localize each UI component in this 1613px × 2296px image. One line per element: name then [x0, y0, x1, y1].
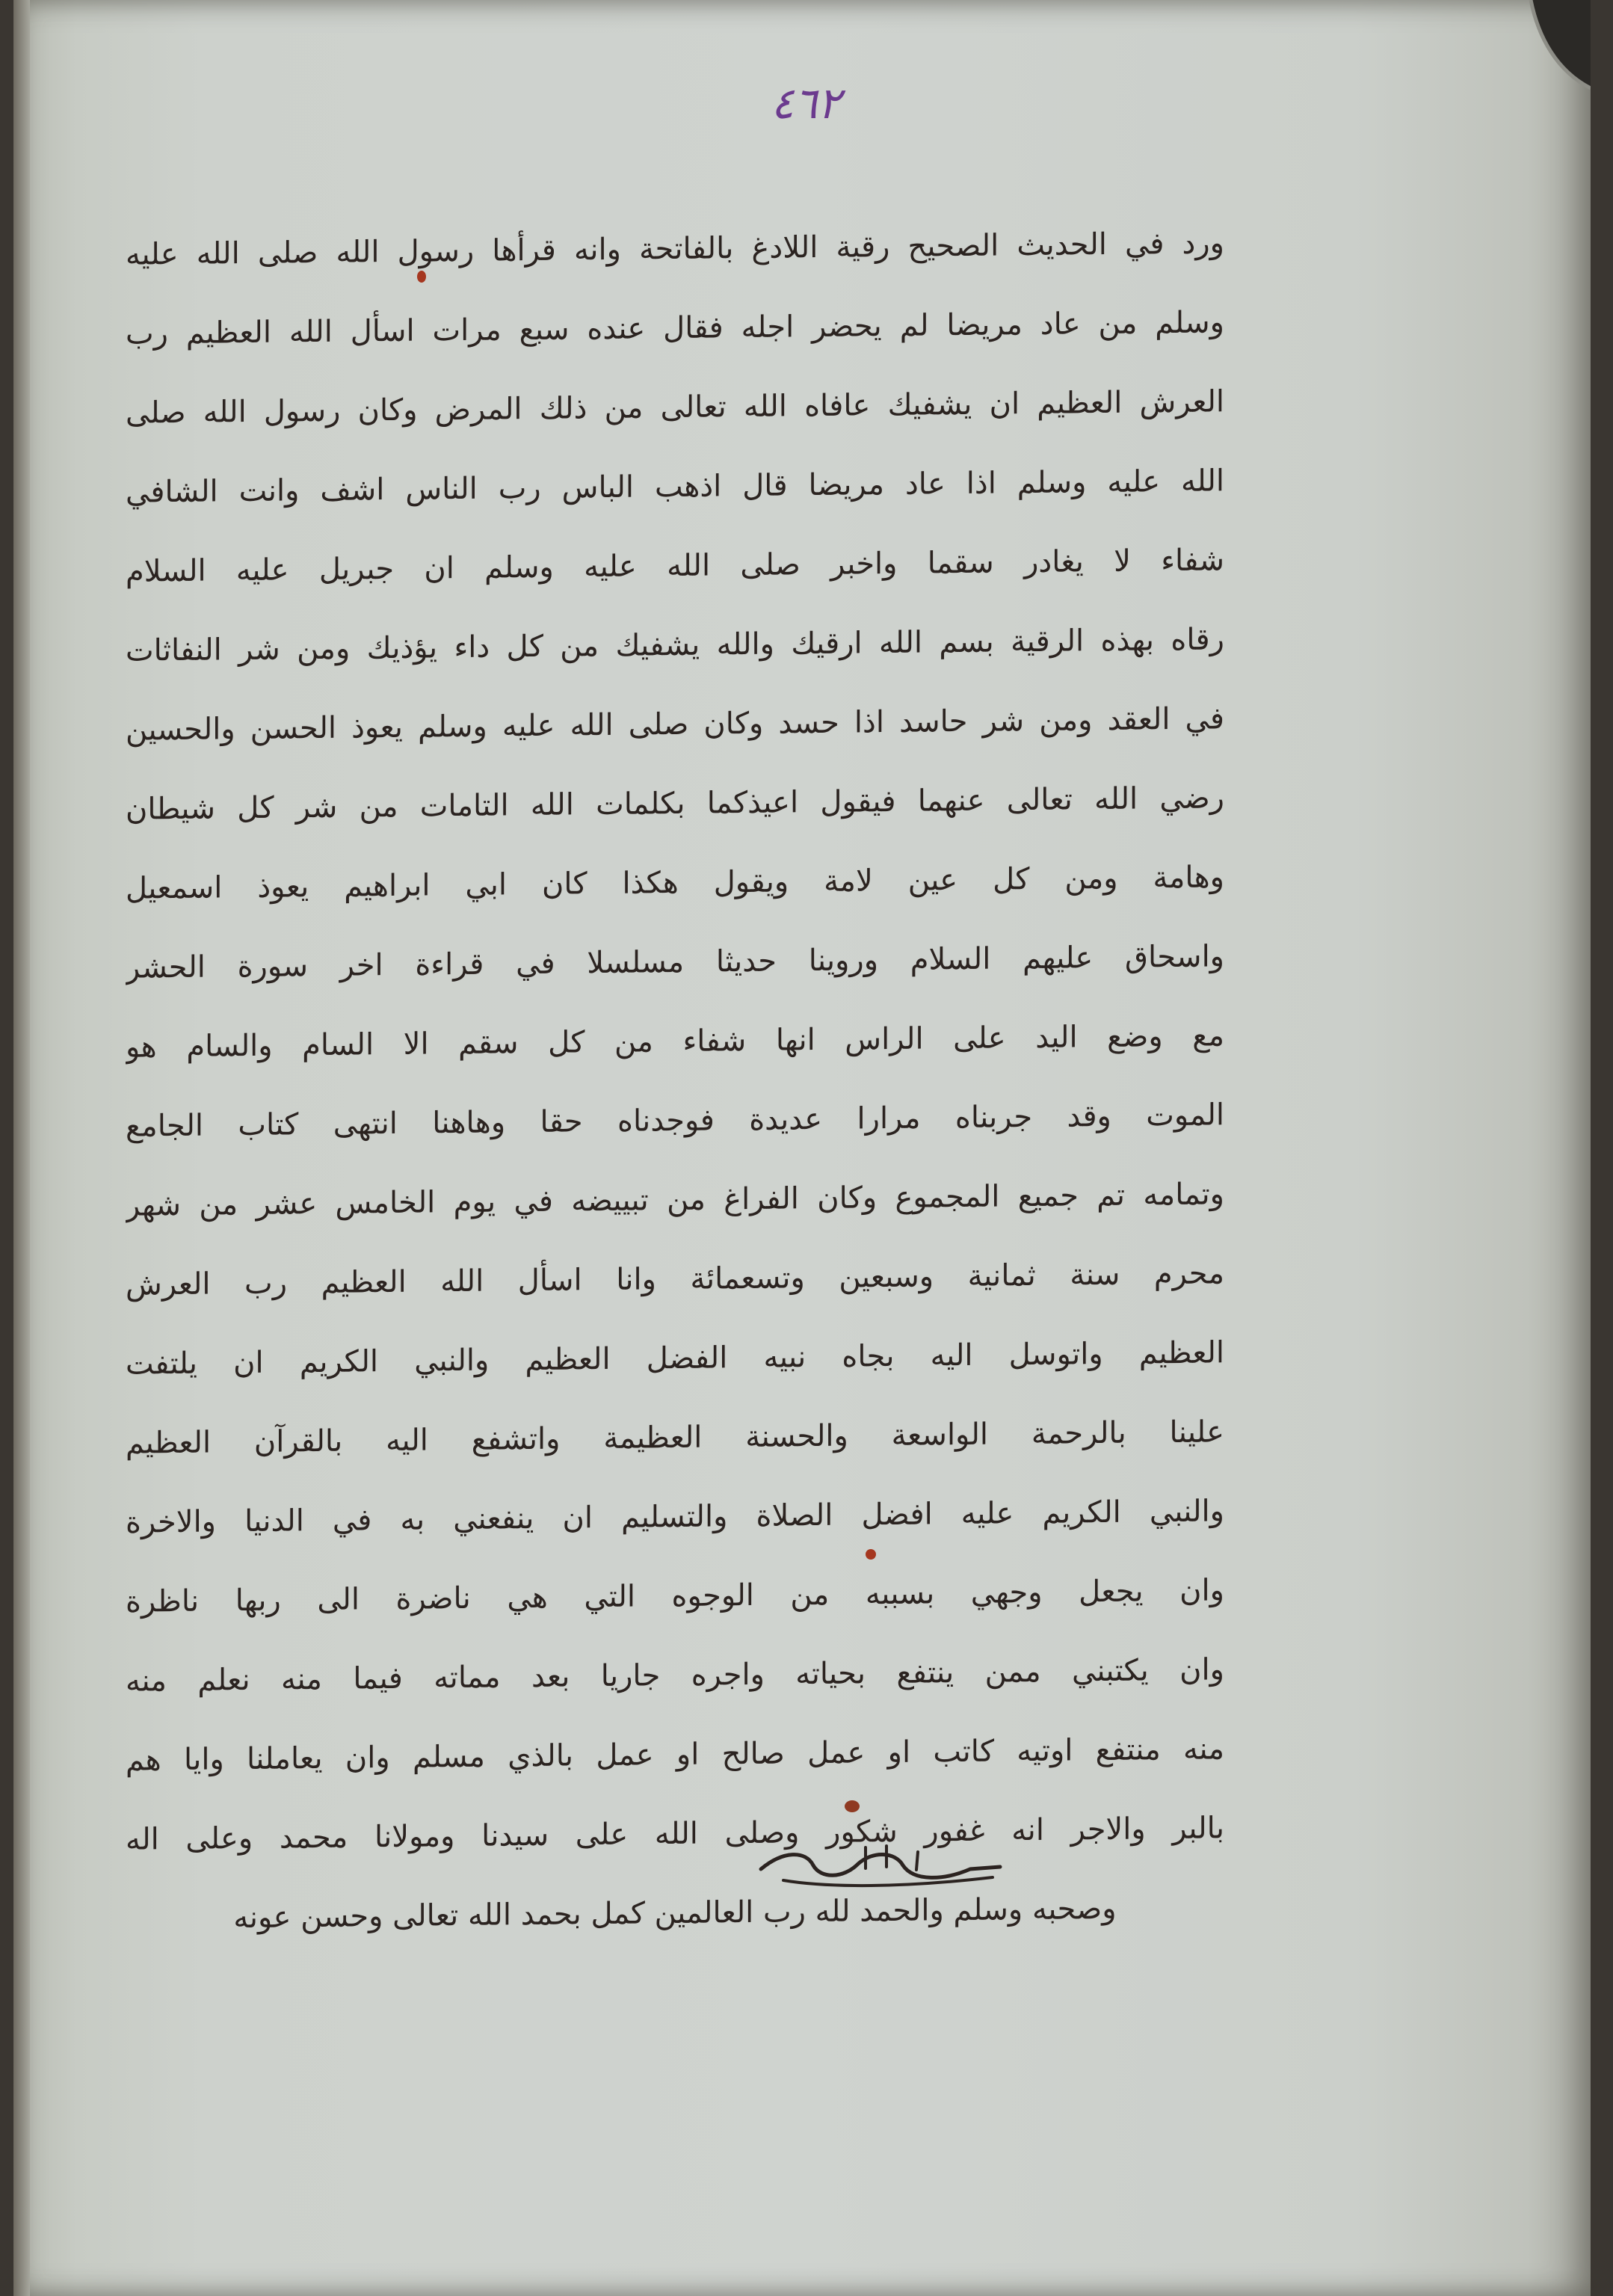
text-line-10: واسحاق عليهم السلام وروينا حديثا مسلسلا في قراءة اخر سورة الحشر: [126, 939, 1224, 985]
text-line-3: العرش العظيم ان يشفيك عافاه الله تعالى من ذلك المرض وكان رسول الله صلى: [126, 384, 1224, 431]
text-line-21: بالبر والاجر انه غفور شكور وصلى الله على سيدنا ومولانا محمد وعلى اله: [126, 1811, 1224, 1857]
text-line-4: الله عليه وسلم اذا عاد مريضا قال اذهب الباس رب الناس اشف وانت الشافي: [126, 464, 1224, 510]
signature-flourish: [753, 1835, 1008, 1895]
text-line-16: علينا بالرحمة الواسعة والحسنة العظيمة واتشفع اليه بالقرآن العظيم: [126, 1415, 1224, 1461]
text-line-12: الموت وقد جربناه مرارا عديدة فوجدناه حقا وهاهنا انتهى كتاب الجامع: [126, 1098, 1224, 1144]
text-line-9: وهامة ومن كل عين لامة ويقول هكذا كان ابي ابراهيم يعوذ اسمعيل: [126, 860, 1224, 906]
text-line-15: العظيم واتوسل اليه بجاه نبيه الفضل العظيم والنبي الكريم ان يلتفت: [126, 1335, 1224, 1382]
text-line-22: وصحبه وسلم والحمد لله رب العالمين كمل بحمد الله تعالى وحسن عونه: [233, 1891, 1117, 1936]
text-line-8: رضي الله تعالى عنهما فيقول اعيذكما بكلمات الله التامات من شر كل شيطان: [126, 781, 1224, 827]
binding-edge: [13, 0, 30, 2296]
text-line-20: منه منتفع اوتيه كاتب او عمل صالح او عمل بالذي مسلم وان يعاملنا وايا هم: [126, 1732, 1224, 1778]
text-line-19: وان يكتبني ممن ينتفع بحياته واجره جاريا بعد مماته فيما منه نعلم منه: [126, 1652, 1224, 1699]
text-line-14: محرم سنة ثمانية وسبعين وتسعمائة وانا اسأل الله العظيم رب العرش: [126, 1256, 1224, 1302]
manuscript-text: [126, 209, 1224, 1953]
torn-corner-shadow: [1516, 0, 1591, 97]
text-line-5: شفاء لا يغادر سقما واخبر صلى الله عليه وسلم ان جبريل عليه السلام: [126, 543, 1224, 589]
text-line-11: مع وضع اليد على الراس انها شفاء من كل سقم الا السام والسام هو: [126, 1018, 1224, 1065]
manuscript-page: [13, 0, 1591, 2296]
text-line-17: والنبي الكريم عليه افضل الصلاة والتسليم ان ينفعني به في الدنيا والاخرة: [126, 1494, 1224, 1540]
folio-number: ٤٦٢: [771, 78, 841, 129]
text-line-6: رقاه بهذه الرقية بسم الله ارقيك والله يشفيك من كل داء يؤذيك ومن شر النفاثات: [126, 622, 1224, 668]
text-line-13: وتمامه تم جميع المجموع وكان الفراغ من تبييضه في يوم الخامس عشر من شهر: [126, 1177, 1224, 1223]
text-line-1: ورد في الحديث الصحيح رقية اللادغ بالفاتحة وانه قرأها رسول الله صلى الله عليه: [126, 226, 1224, 272]
text-line-18: وان يجعل وجهي بسببه من الوجوه التي هي ناضرة الى ربها ناظرة: [126, 1573, 1224, 1619]
text-line-2: وسلم من عاد مريضا لم يحضر اجله فقال عنده سبع مرات اسأل الله العظيم رب: [126, 305, 1224, 351]
text-line-7: في العقد ومن شر حاسد اذا حسد وكان صلى الله عليه وسلم يعوذ الحسن والحسين: [126, 701, 1224, 748]
